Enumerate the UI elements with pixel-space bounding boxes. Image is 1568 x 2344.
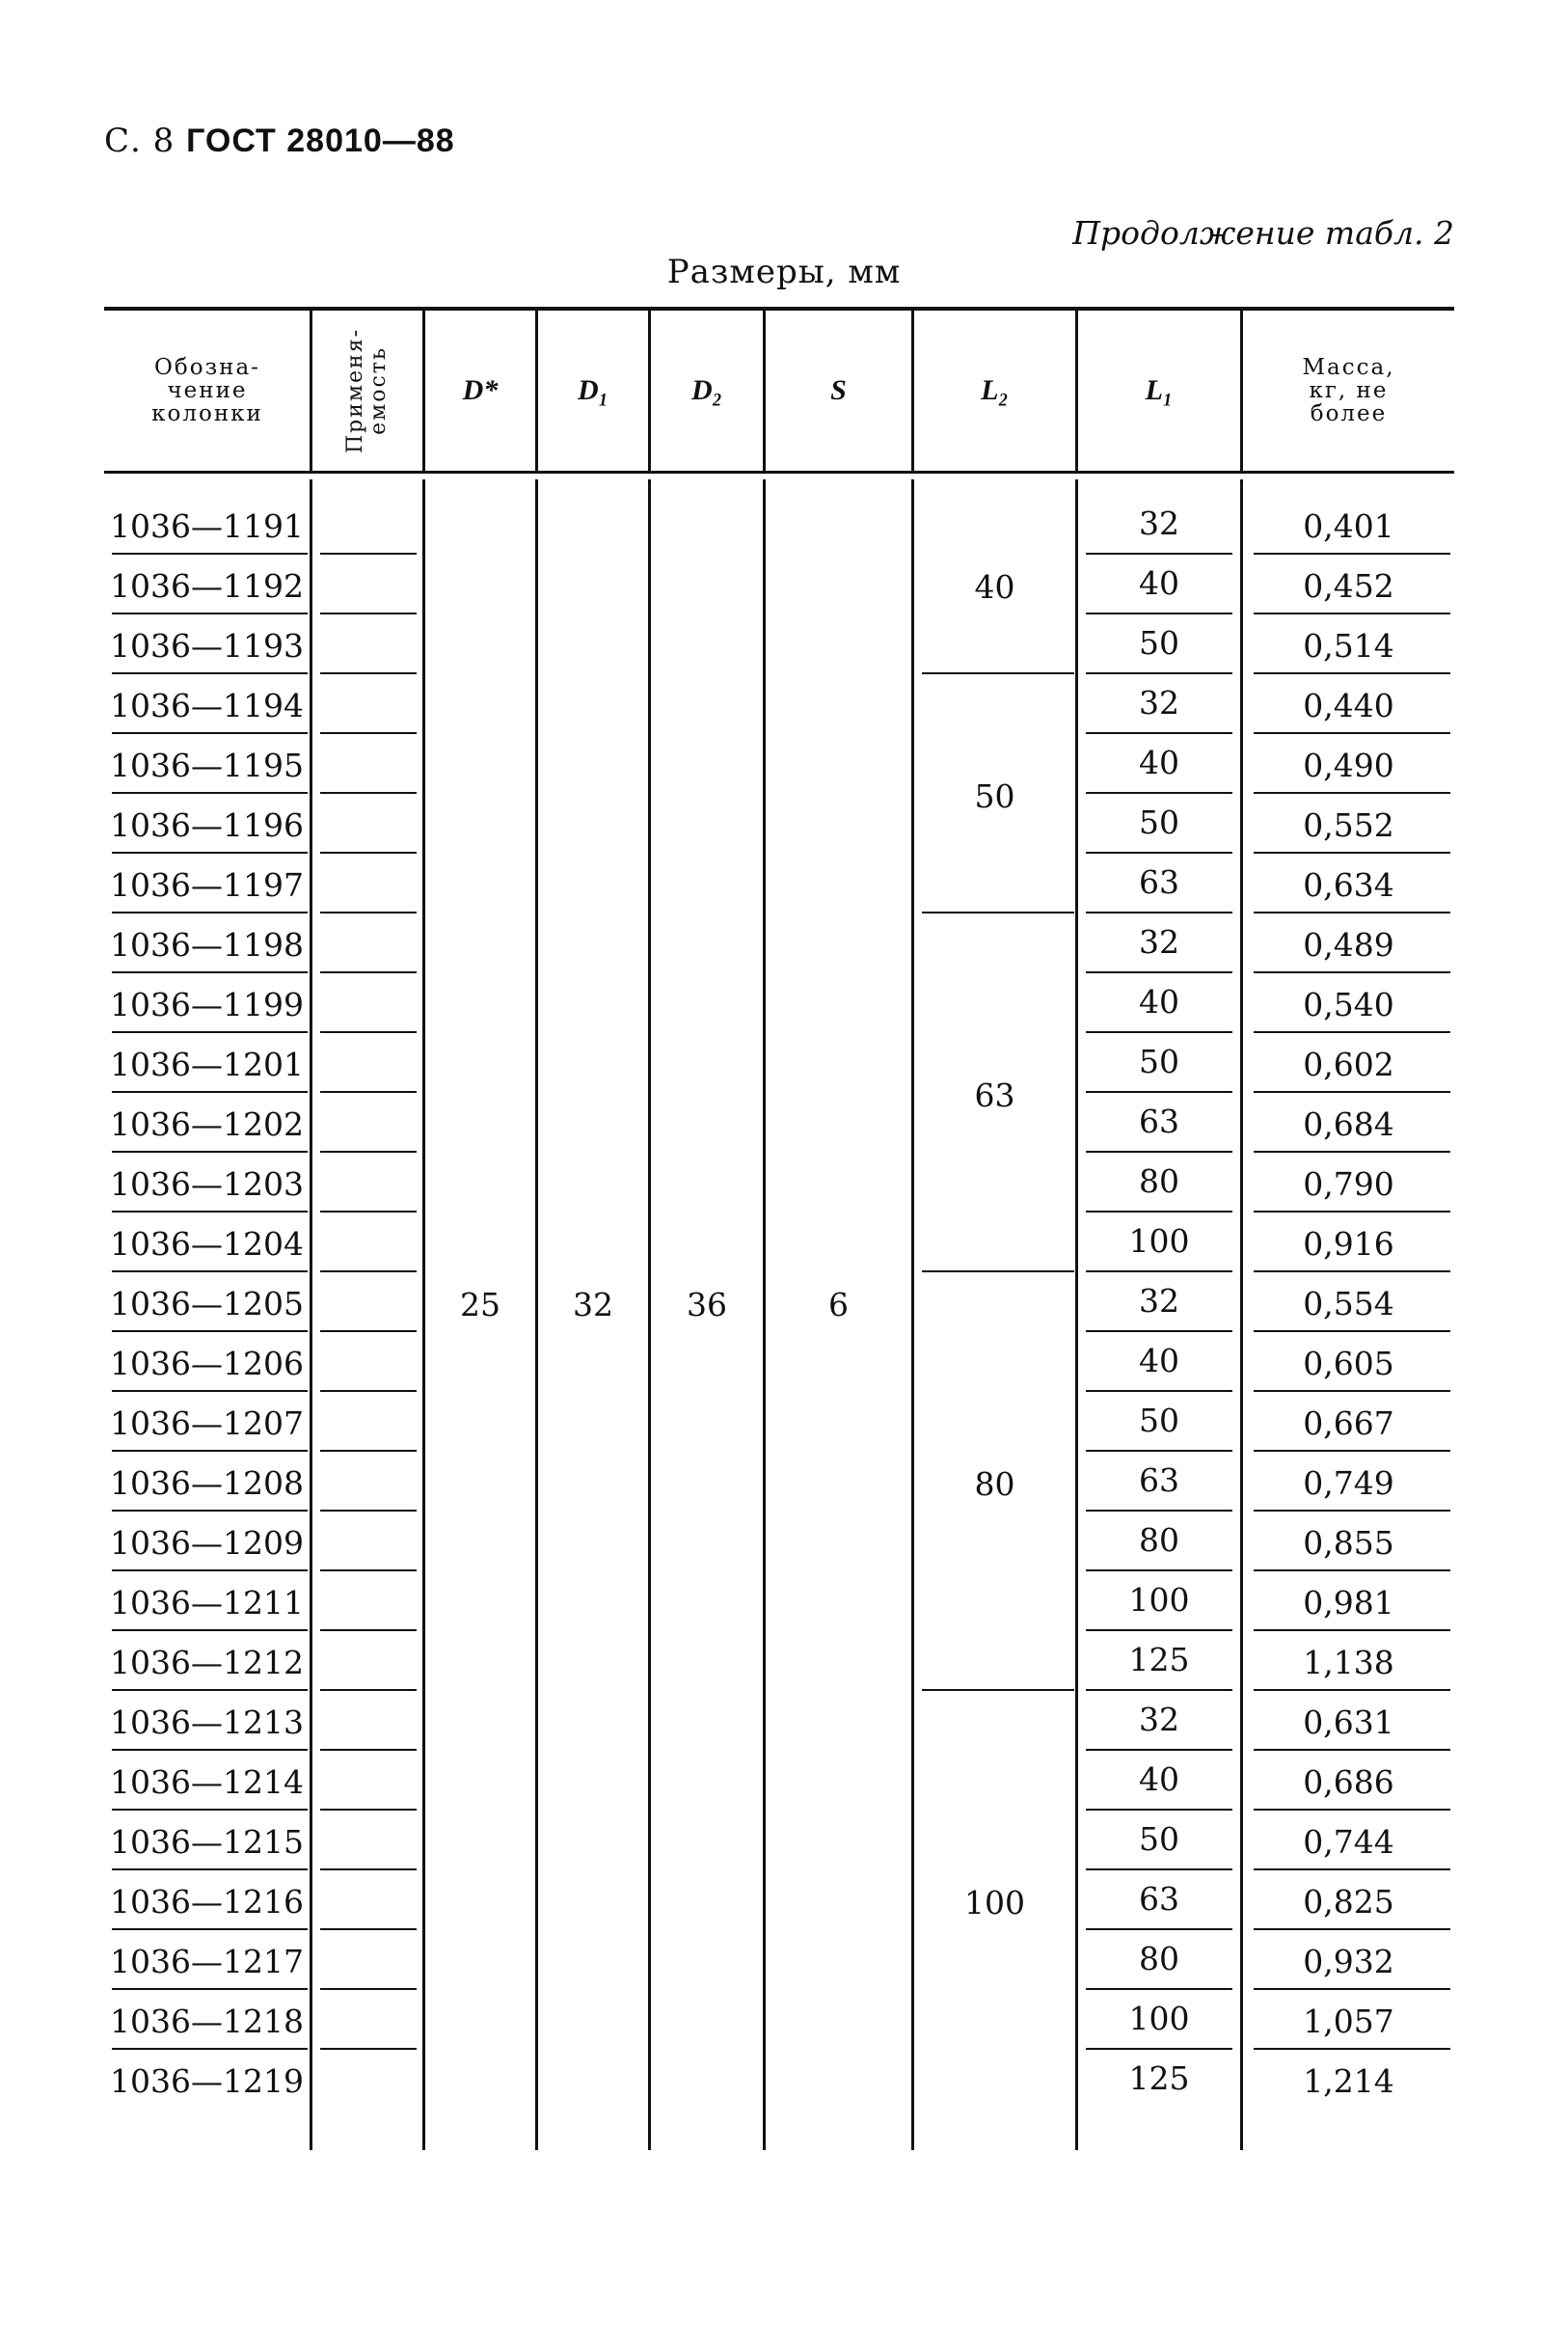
header-applicability-line: емость: [366, 346, 392, 435]
mass-cell: 0,749: [1303, 1464, 1394, 1502]
column-separator: [535, 479, 538, 2150]
designation-cell: 1036—1193: [110, 627, 304, 665]
row-separator: [1254, 792, 1450, 794]
row-separator: [112, 1809, 308, 1811]
mass-cell: 0,489: [1303, 926, 1394, 964]
designation-cell: 1036—1212: [110, 1644, 304, 1681]
row-separator: [1254, 1450, 1450, 1452]
row-separator: [112, 1211, 308, 1213]
standard-title: ГОСТ 28010—88: [186, 123, 455, 159]
row-separator: [112, 1330, 308, 1332]
l1-cell: 63: [1139, 1461, 1179, 1499]
designation-cell: 1036—1204: [110, 1225, 304, 1263]
designation-cell: 1036—1214: [110, 1763, 304, 1801]
row-separator: [1254, 1151, 1450, 1153]
l1-cell: 40: [1139, 564, 1179, 602]
l2-group-cell: 50: [974, 777, 1015, 815]
mass-cell: 0,684: [1303, 1105, 1394, 1143]
designation-cell: 1036—1209: [110, 1524, 304, 1562]
row-separator: [1254, 1988, 1450, 1990]
l1-cell: 63: [1139, 1880, 1179, 1918]
header-designation-text: [151, 356, 263, 425]
l1-cell: 125: [1128, 1641, 1190, 1678]
row-separator: [112, 971, 308, 973]
units-suffix: , мм: [825, 253, 902, 291]
mass-cell: 1,138: [1303, 1644, 1394, 1681]
header-applicability-line: Применя-: [343, 327, 368, 454]
mass-cell: 0,634: [1303, 866, 1394, 904]
row-separator: [1254, 1928, 1450, 1930]
row-separator: [320, 1689, 417, 1691]
column-separator: [310, 479, 312, 2150]
row-separator: [1254, 613, 1450, 614]
row-separator: [320, 553, 417, 555]
designation-cell: 1036—1218: [110, 2003, 304, 2040]
row-separator: [320, 1928, 417, 1930]
row-separator: [112, 792, 308, 794]
row-separator: [1254, 1809, 1450, 1811]
l1-cell: 50: [1139, 1402, 1179, 1439]
mass-cell: 0,440: [1303, 687, 1394, 724]
designation-cell: 1036—1198: [110, 926, 304, 964]
dimension-table: [104, 307, 1454, 2150]
designation-cell: 1036—1194: [110, 687, 304, 724]
l2-group-separator: [922, 1689, 1074, 1691]
designation-cell: 1036—1217: [110, 1943, 304, 1980]
row-separator: [320, 1330, 417, 1332]
row-separator: [1254, 1510, 1450, 1512]
row-separator: [1254, 1749, 1450, 1751]
row-separator: [320, 2048, 417, 2050]
row-separator: [112, 1569, 308, 1571]
header-applicability-text: [344, 328, 391, 453]
page-header: [104, 122, 455, 160]
mass-cell: 0,514: [1303, 627, 1394, 665]
row-separator: [320, 613, 417, 614]
row-separator: [320, 672, 417, 674]
mass-cell: 0,981: [1303, 1584, 1394, 1622]
row-separator: [320, 1510, 417, 1512]
l2-group-separator: [922, 672, 1074, 674]
common-d2-value: 36: [687, 1285, 727, 1323]
designation-cell: 1036—1202: [110, 1105, 304, 1143]
row-separator: [1254, 1091, 1450, 1093]
designation-cell: 1036—1191: [110, 507, 304, 545]
row-separator: [1254, 1031, 1450, 1033]
column-separator: [763, 479, 766, 2150]
header-mass: [1243, 311, 1454, 471]
header-l1: L₁: [1145, 374, 1174, 406]
mass-cell: 0,452: [1303, 567, 1394, 605]
designation-cell: 1036—1196: [110, 806, 304, 844]
row-separator: [320, 1091, 417, 1093]
l2-group-separator: [922, 912, 1074, 913]
column-separator: [422, 479, 425, 2150]
row-separator: [112, 1091, 308, 1093]
header-column-separator: [911, 311, 914, 471]
mass-cell: 0,744: [1303, 1823, 1394, 1861]
designation-cell: 1036—1195: [110, 747, 304, 784]
l1-cell: 100: [1128, 2000, 1190, 2037]
row-separator: [112, 1689, 308, 1691]
row-separator: [320, 1629, 417, 1631]
header-designation: [104, 311, 311, 471]
mass-cell: 0,605: [1303, 1345, 1394, 1382]
header-designation-line: колонки: [151, 401, 263, 426]
mass-cell: 0,855: [1303, 1524, 1394, 1562]
mass-cell: 0,554: [1303, 1285, 1394, 1322]
row-separator: [320, 1270, 417, 1272]
row-separator: [320, 1450, 417, 1452]
mass-cell: 0,790: [1303, 1165, 1394, 1203]
row-separator: [112, 1629, 308, 1631]
header-designation-line: Обозна-: [154, 355, 260, 380]
row-separator: [1254, 1689, 1450, 1691]
row-separator: [112, 912, 308, 913]
l2-group-cell: 100: [964, 1883, 1025, 1922]
row-separator: [112, 732, 308, 734]
row-separator: [320, 1749, 417, 1751]
designation-cell: 1036—1207: [110, 1404, 304, 1442]
row-separator: [1254, 852, 1450, 854]
row-separator: [112, 1868, 308, 1870]
designation-cell: 1036—1192: [110, 567, 304, 605]
column-separator: [648, 479, 651, 2150]
row-separator: [1254, 732, 1450, 734]
mass-cell: 0,540: [1303, 986, 1394, 1023]
header-bottom-rule: [104, 471, 1454, 474]
row-separator: [112, 852, 308, 854]
mass-cell: 0,686: [1303, 1763, 1394, 1801]
designation-cell: 1036—1201: [110, 1046, 304, 1083]
l1-cell: 50: [1139, 1820, 1179, 1858]
row-separator: [112, 1151, 308, 1153]
row-separator: [112, 1928, 308, 1930]
header-column-separator: [535, 311, 538, 471]
l1-cell: 40: [1139, 744, 1179, 781]
l2-group-separator: [922, 1270, 1074, 1272]
row-separator: [1254, 912, 1450, 913]
row-separator: [112, 1270, 308, 1272]
header-column-separator: [1240, 311, 1243, 471]
row-separator: [1254, 1330, 1450, 1332]
designation-cell: 1036—1197: [110, 866, 304, 904]
mass-cell: 1,057: [1303, 2003, 1394, 2040]
l1-cell: 32: [1139, 1701, 1179, 1738]
mass-cell: 1,214: [1303, 2062, 1394, 2100]
l2-group-cell: 40: [974, 567, 1015, 606]
row-separator: [1254, 971, 1450, 973]
row-separator: [112, 613, 308, 614]
designation-cell: 1036—1208: [110, 1464, 304, 1502]
header-column-separator: [1075, 311, 1078, 471]
mass-cell: 0,602: [1303, 1046, 1394, 1083]
header-column-separator: [763, 311, 766, 471]
row-separator: [112, 553, 308, 555]
designation-cell: 1036—1215: [110, 1823, 304, 1861]
row-separator: [1254, 553, 1450, 555]
l1-cell: 80: [1139, 1162, 1179, 1200]
designation-cell: 1036—1219: [110, 2062, 304, 2100]
mass-cell: 0,916: [1303, 1225, 1394, 1263]
l2-group-cell: 63: [974, 1076, 1015, 1114]
row-separator: [320, 732, 417, 734]
row-separator: [320, 1151, 417, 1153]
row-separator: [320, 1809, 417, 1811]
header-mass-line: кг, не: [1309, 378, 1389, 403]
header-designation-line: чение: [167, 378, 248, 403]
designation-cell: 1036—1206: [110, 1345, 304, 1382]
mass-cell: 0,825: [1303, 1883, 1394, 1921]
header-d2: D₂: [690, 374, 723, 406]
l1-cell: 63: [1139, 1103, 1179, 1140]
l1-cell: 63: [1139, 863, 1179, 901]
row-separator: [320, 1868, 417, 1870]
row-separator: [112, 672, 308, 674]
row-separator: [1254, 1868, 1450, 1870]
l1-cell: 80: [1139, 1521, 1179, 1559]
row-separator: [1254, 1270, 1450, 1272]
designation-cell: 1036—1216: [110, 1883, 304, 1921]
common-d1-value: 32: [573, 1285, 613, 1323]
header-d: D*: [462, 374, 499, 406]
common-d-value: 25: [460, 1285, 500, 1323]
l1-cell: 50: [1139, 624, 1179, 662]
header-mass-text: [1302, 356, 1394, 425]
designation-cell: 1036—1205: [110, 1285, 304, 1322]
row-separator: [112, 1031, 308, 1033]
row-separator: [320, 912, 417, 913]
units-word: Размеры: [666, 253, 825, 291]
mass-cell: 0,932: [1303, 1943, 1394, 1980]
row-separator: [320, 852, 417, 854]
row-separator: [320, 1031, 417, 1033]
l1-cell: 50: [1139, 804, 1179, 841]
l2-group-cell: 80: [974, 1464, 1015, 1503]
l1-cell: 32: [1139, 504, 1179, 542]
designation-cell: 1036—1213: [110, 1703, 304, 1741]
row-separator: [1254, 672, 1450, 674]
row-separator: [320, 971, 417, 973]
row-separator: [112, 1749, 308, 1751]
mass-cell: 0,631: [1303, 1703, 1394, 1741]
row-separator: [112, 1988, 308, 1990]
mass-cell: 0,401: [1303, 507, 1394, 545]
row-separator: [320, 1390, 417, 1392]
designation-cell: 1036—1203: [110, 1165, 304, 1203]
l1-cell: 40: [1139, 1760, 1179, 1798]
row-separator: [320, 1211, 417, 1213]
header-mass-line: более: [1310, 401, 1388, 426]
mass-cell: 0,490: [1303, 747, 1394, 784]
row-separator: [320, 792, 417, 794]
table-continuation: Продолжение табл. 2: [1072, 214, 1454, 252]
row-separator: [1254, 1629, 1450, 1631]
mass-cell: 0,552: [1303, 806, 1394, 844]
common-s-value: 6: [828, 1285, 849, 1323]
l1-cell: 40: [1139, 1342, 1179, 1379]
l1-cell: 50: [1139, 1043, 1179, 1080]
header-l2: L₂: [981, 374, 1009, 406]
row-separator: [112, 1510, 308, 1512]
row-separator: [1254, 1569, 1450, 1571]
row-separator: [112, 1450, 308, 1452]
header-column-separator: [422, 311, 425, 471]
header-mass-line: Масса,: [1302, 355, 1395, 380]
l1-cell: 100: [1128, 1581, 1190, 1619]
l1-cell: 40: [1139, 983, 1179, 1021]
designation-cell: 1036—1211: [110, 1584, 304, 1622]
row-separator: [320, 1569, 417, 1571]
units-caption: [0, 253, 1568, 291]
header-d1: D₁: [577, 374, 609, 406]
l1-cell: 32: [1139, 1282, 1179, 1320]
header-column-separator: [310, 311, 312, 471]
l1-cell: 100: [1128, 1222, 1190, 1260]
row-separator: [112, 2048, 308, 2050]
row-separator: [112, 1390, 308, 1392]
l1-cell: 32: [1139, 684, 1179, 722]
header-column-separator: [648, 311, 651, 471]
header-applicability: [312, 311, 422, 471]
row-separator: [320, 1988, 417, 1990]
mass-cell: 0,667: [1303, 1404, 1394, 1442]
designation-cell: 1036—1199: [110, 986, 304, 1023]
row-separator: [1254, 1390, 1450, 1392]
l1-cell: 80: [1139, 1940, 1179, 1977]
header-s: S: [830, 374, 847, 406]
page-number: С. 8: [104, 122, 176, 160]
l1-cell: 125: [1128, 2059, 1190, 2097]
l1-cell: 32: [1139, 923, 1179, 961]
row-separator: [1254, 2048, 1450, 2050]
row-separator: [1254, 1211, 1450, 1213]
